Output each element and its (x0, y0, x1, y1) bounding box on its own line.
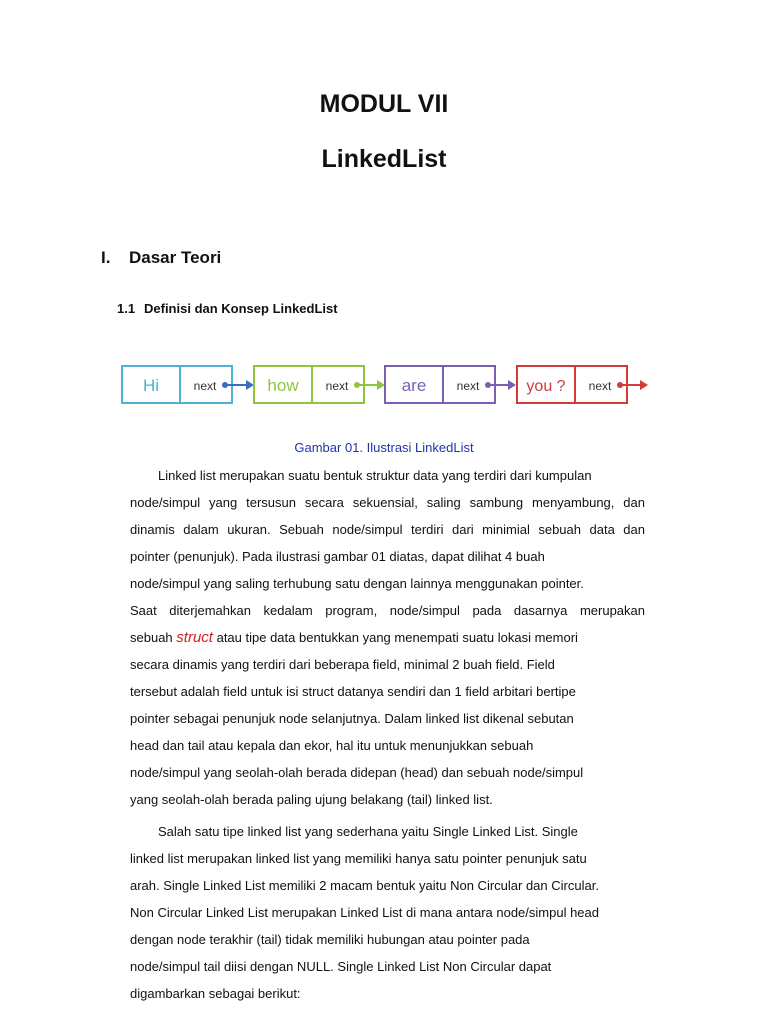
node-data: you ? (526, 378, 566, 395)
pointer-arrow (354, 380, 385, 390)
text-segment: sebuah (130, 630, 173, 645)
linkedlist-node (122, 366, 232, 403)
node-data: how (267, 376, 299, 395)
text-line: arah. Single Linked List memiliki 2 macam bentuk yaitu Non Circular dan Circular. (130, 878, 599, 893)
subsection-title: Definisi dan Konsep LinkedList (144, 301, 338, 316)
section-title: Dasar Teori (129, 248, 222, 267)
text-line: secara dinamis yang terdiri dari beberapa field, minimal 2 buah field. Field (130, 657, 555, 672)
module-subtitle: LinkedList (321, 145, 447, 173)
text-line: dengan node terakhir (tail) tidak memiliki hubungan atau pointer pada (130, 932, 530, 947)
linkedlist-node (517, 366, 627, 403)
text-line: linked list merupakan linked list yang memiliki hanya satu pointer penunjuk satu (130, 851, 587, 866)
subsection-number: 1.1 (117, 301, 136, 316)
section-number: I. (101, 248, 111, 267)
node-next: next (456, 379, 480, 393)
struct-keyword: struct (176, 629, 213, 646)
text-line: node/simpul yang tersusun secara sekuensial, saling sambung menyambung, dan (130, 495, 645, 510)
figure-caption: Gambar 01. Ilustrasi LinkedList (294, 440, 474, 455)
text-line: Non Circular Linked List merupakan Linked List di mana antara node/simpul head (130, 905, 599, 920)
node-next: next (325, 379, 349, 393)
pointer-arrow (222, 380, 254, 390)
text-line: tersebut adalah field untuk isi struct datanya sendiri dan 1 field arbitari bertipe (130, 684, 576, 699)
text-line: Saat diterjemahkan kedalam program, node/simpul pada dasarnya merupakan (130, 603, 645, 618)
paragraph-single-linked-list (130, 818, 645, 1007)
linkedlist-node (385, 366, 495, 403)
text-line: pointer (penunjuk). Pada ilustrasi gambar 01 diatas, dapat dilihat 4 buah (130, 549, 545, 564)
text-line: digambarkan sebagai berikut: (130, 986, 301, 1001)
node-data: are (401, 376, 427, 395)
linkedlist-illustration (0, 360, 768, 410)
text-line: pointer sebagai penunjuk node selanjutnya. Dalam linked list dikenal sebutan (130, 711, 574, 726)
node-data: Hi (142, 376, 160, 395)
text-line: yang seolah-olah berada paling ujung belakang (tail) linked list. (130, 792, 493, 807)
linkedlist-node (254, 366, 364, 403)
text-line: head dan tail atau kepala dan ekor, hal itu untuk menunjukkan sebuah (130, 738, 534, 753)
text-segment: atau tipe data bentukkan yang menempati suatu lokasi memori (216, 630, 578, 645)
subsection-heading (117, 301, 338, 316)
text-line: node/simpul yang saling terhubung satu dengan lainnya menggunakan pointer. (130, 576, 584, 591)
module-title: MODUL VII (319, 90, 449, 118)
pointer-arrow (617, 380, 648, 390)
section-heading (101, 248, 221, 268)
node-next: next (193, 379, 217, 393)
text-line: node/simpul tail diisi dengan NULL. Single Linked List Non Circular dapat (130, 959, 552, 974)
text-line: Salah satu tipe linked list yang sederhana yaitu Single Linked List. Single (158, 824, 578, 839)
text-line (130, 624, 645, 651)
node-next: next (588, 379, 612, 393)
text-line: Linked list merupakan suatu bentuk struktur data yang terdiri dari kumpulan (158, 468, 592, 483)
paragraph-definition (130, 462, 645, 813)
pointer-arrow (485, 380, 516, 390)
text-line: dinamis dalam ukuran. Sebuah node/simpul terdiri dari minimial sebuah data dan (130, 522, 645, 537)
text-line: node/simpul yang seolah-olah berada didepan (head) dan sebuah node/simpul (130, 765, 584, 780)
